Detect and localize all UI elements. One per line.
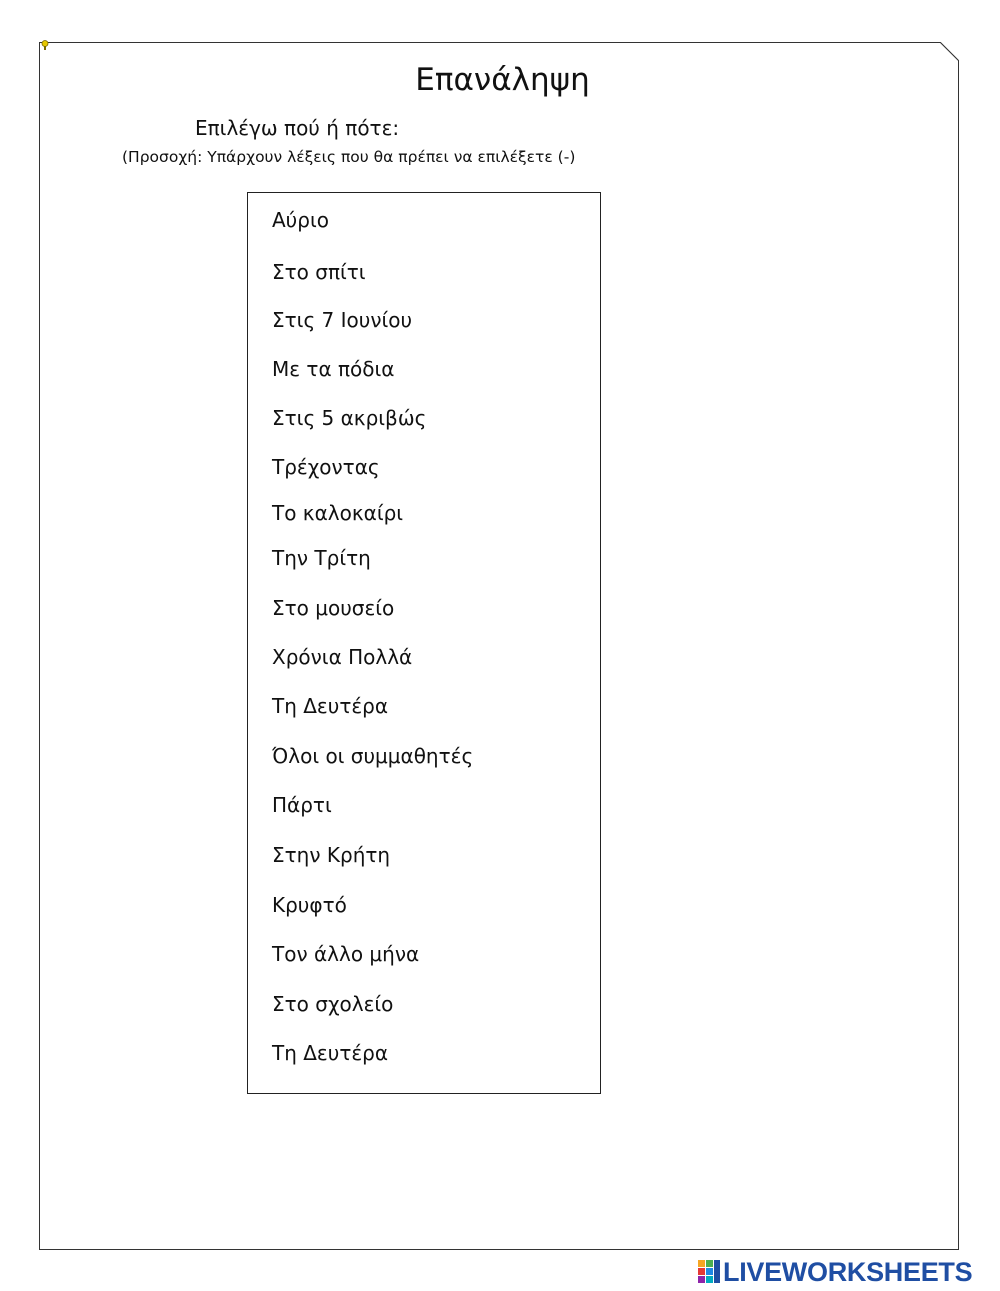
- word-item[interactable]: Στις 5 ακριβώς: [272, 406, 427, 430]
- word-item[interactable]: Στο σπίτι: [272, 260, 366, 284]
- word-item[interactable]: Στην Κρήτη: [272, 843, 391, 867]
- liveworksheets-logo[interactable]: [697, 1257, 972, 1287]
- word-item[interactable]: Όλοι οι συμμαθητές: [272, 744, 474, 768]
- word-item[interactable]: Στο μουσείο: [272, 596, 395, 620]
- word-item[interactable]: Με τα πόδια: [272, 357, 395, 381]
- liveworksheets-logo-icon: [697, 1259, 721, 1285]
- word-item[interactable]: Τη Δευτέρα: [272, 1041, 389, 1065]
- word-item[interactable]: Στις 7 Ιουνίου: [272, 308, 413, 332]
- brand-name: LIVEWORKSHEETS: [723, 1256, 973, 1287]
- word-item[interactable]: Τον άλλο μήνα: [272, 942, 420, 966]
- word-item[interactable]: Κρυφτό: [272, 893, 347, 917]
- word-item[interactable]: Στο σχολείο: [272, 992, 394, 1016]
- word-item[interactable]: Αύριο: [272, 208, 329, 232]
- word-item[interactable]: Τη Δευτέρα: [272, 694, 389, 718]
- word-item[interactable]: Τρέχοντας: [272, 455, 380, 479]
- word-item[interactable]: Πάρτι: [272, 793, 332, 817]
- warning-note: (Προσοχή: Υπάρχουν λέξεις που θα πρέπει να επιλέξετε (-): [122, 148, 576, 166]
- pin-marker-icon: [41, 40, 49, 50]
- word-item[interactable]: Χρόνια Πολλά: [272, 645, 413, 669]
- page-corner-fold: [940, 42, 959, 61]
- word-item[interactable]: Το καλοκαίρι: [272, 501, 404, 525]
- page-title: Επανάληψη: [415, 62, 590, 98]
- instruction-text: Επιλέγω πού ή πότε:: [195, 116, 400, 140]
- word-item[interactable]: Την Τρίτη: [272, 546, 371, 570]
